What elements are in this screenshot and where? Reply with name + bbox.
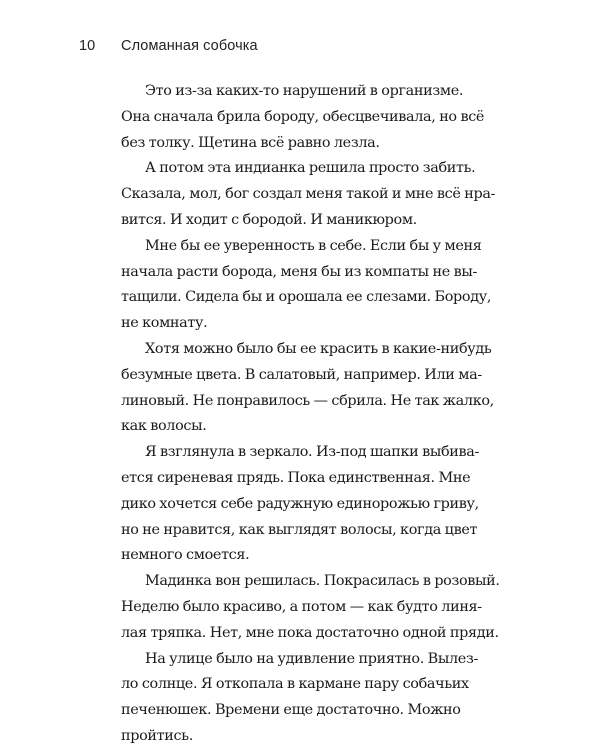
paragraph bbox=[121, 440, 486, 569]
text-line: Неделю было красиво, а потом — как будто линя- bbox=[121, 598, 482, 615]
text-line: Сказала, мол, бог создал меня такой и мне всё нра- bbox=[121, 186, 496, 203]
paragraph bbox=[121, 79, 486, 156]
text-line: как волосы. bbox=[121, 418, 207, 435]
text-line: Хотя можно было бы ее красить в какие-нибудь bbox=[145, 340, 492, 357]
text-line: лая тряпка. Нет, мне пока достаточно одной пряди. bbox=[121, 624, 499, 641]
text-line: А потом эта индианка решила просто забить. bbox=[145, 160, 476, 177]
text-line: без толку. Щетина всё равно лезла. bbox=[121, 134, 380, 151]
text-line: пройтись. bbox=[121, 727, 193, 744]
text-line: но не нравится, как выглядят волосы, когда цвет bbox=[121, 521, 478, 538]
text-line: Это из-за каких-то нарушений в организме. bbox=[145, 83, 464, 99]
text-line: ется сиреневая прядь. Пока единственная. Мне bbox=[121, 469, 471, 486]
text-line: Она сначала брила бороду, обесцвечивала, но всё bbox=[121, 108, 485, 125]
text-line: не комнату. bbox=[121, 315, 208, 332]
running-title: Сломанная собочка bbox=[121, 38, 258, 54]
body-text bbox=[121, 79, 500, 750]
text-line: На улице было на удивление приятно. Вылез- bbox=[145, 650, 478, 667]
text-line: Мадинка вон решилась. Покрасилась в розовый. bbox=[145, 573, 500, 590]
paragraph bbox=[121, 337, 494, 440]
text-line: безумные цвета. В салатовый, например. Или ма- bbox=[121, 366, 482, 383]
text-line: вится. И ходит с бородой. И маникюром. bbox=[121, 211, 417, 228]
paragraph bbox=[121, 569, 500, 646]
text-line: начала расти борода, меня бы из компаты не вы- bbox=[121, 263, 478, 280]
text-line: дико хочется себе радужную единорожью гриву, bbox=[121, 495, 479, 512]
text-line: Я взглянула в зеркало. Из-под шапки выбива- bbox=[145, 444, 480, 461]
page-number: 10 bbox=[79, 38, 96, 54]
paragraph bbox=[121, 234, 492, 337]
text-line: тащили. Сидела бы и орошала ее слезами. Бороду, bbox=[121, 289, 492, 306]
paragraph bbox=[121, 647, 486, 750]
page-header bbox=[79, 38, 258, 54]
paragraph bbox=[121, 156, 496, 233]
text-line: печенюшек. Времени еще достаточно. Можно bbox=[121, 702, 461, 719]
text-line: линовый. Не понравилось — сбрила. Не так жалко, bbox=[121, 392, 494, 409]
text-line: немного смоется. bbox=[121, 547, 250, 564]
text-line: Мне бы ее уверенность в себе. Если бы у меня bbox=[145, 237, 482, 254]
text-line: ло солнце. Я откопала в кармане пару собачьих bbox=[121, 676, 469, 693]
